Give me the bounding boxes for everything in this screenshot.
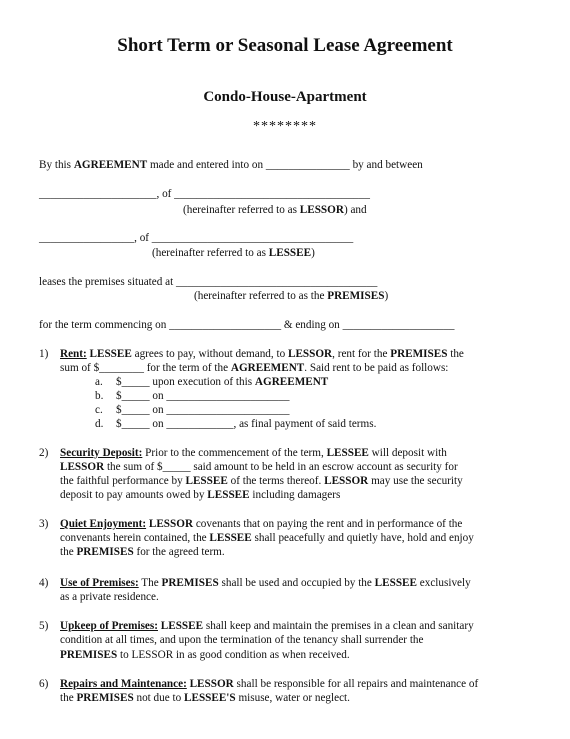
rent-item-c-letter: c. — [95, 404, 103, 416]
section-6-number: 6) — [39, 678, 49, 690]
section-3-line-3: the PREMISES for the agreed term. — [60, 546, 225, 558]
page-subtitle: Condo-House-Apartment — [203, 89, 367, 105]
section-2-number: 2) — [39, 447, 49, 459]
section-3-heading: Quiet Enjoyment: — [60, 518, 147, 530]
section-5-line-3: PREMISES to LESSOR in as good condition as when received. — [60, 649, 350, 661]
rent-item-c: c. $_____ on ______________________ — [95, 404, 290, 416]
section-5-number: 5) — [39, 620, 49, 632]
lessor-reference: (hereinafter referred to as LESSOR) and — [183, 204, 367, 216]
section-3-line-2: convenants herein contained, the LESSEE shall peacefully and quietly have, hold and enjoy — [60, 532, 474, 544]
term-line: for the term commencing on ____________________ & ending on ____________________ — [39, 319, 455, 331]
section-3-number: 3) — [39, 518, 49, 530]
section-1-heading: Rent: — [60, 348, 87, 360]
section-2-line-3: the faithful performance by LESSEE of the terms thereof. LESSOR may use the security — [60, 475, 463, 487]
rent-item-a: a. $_____ upon execution of this AGREEMENT — [95, 376, 329, 388]
rent-item-a-letter: a. — [95, 376, 103, 388]
rent-item-d: d. $_____ on ____________, as final payment of said terms. — [95, 418, 377, 430]
section-1-line-1: Rent: LESSEE agrees to pay, without demand, to LESSOR, rent for the PREMISES the — [60, 348, 464, 360]
section-5-line-1: Upkeep of Premises: LESSEE shall keep and maintain the premises in a clean and sanitary — [60, 620, 474, 632]
section-1-number: 1) — [39, 348, 49, 360]
lessee-reference: (hereinafter referred to as LESSEE) — [152, 247, 315, 259]
agreement-line: By this AGREEMENT made and entered into on _______________ by and between — [39, 159, 423, 171]
section-2-heading: Security Deposit: — [60, 447, 143, 459]
section-3-line-1: Quiet Enjoyment: LESSOR covenants that on paying the rent and in performance of the — [60, 518, 463, 530]
rent-item-b-letter: b. — [95, 390, 104, 402]
section-1-line-2: sum of $________ for the term of the AGREEMENT. Said rent to be paid as follows: — [60, 362, 449, 374]
section-5-heading: Upkeep of Premises: — [60, 620, 158, 632]
section-6-heading: Repairs and Maintenance: — [60, 678, 187, 690]
rent-item-b: b. $_____ on ______________________ — [95, 390, 290, 402]
section-2-line-2: LESSOR the sum of $_____ said amount to be held in an escrow account as security for — [60, 461, 458, 473]
section-4-line-1: Use of Premises: The PREMISES shall be used and occupied by the LESSEE exclusively — [60, 577, 471, 589]
section-4-heading: Use of Premises: — [60, 577, 139, 589]
section-4-number: 4) — [39, 577, 49, 589]
section-4-line-2: as a private residence. — [60, 591, 159, 603]
section-2-line-1: Security Deposit: Prior to the commencement of the term, LESSEE will deposit with — [60, 447, 447, 459]
premises-line: leases the premises situated at ____________________________________ — [39, 276, 378, 288]
premises-reference: (hereinafter referred to as the PREMISES) — [194, 290, 389, 302]
section-6-line-2: the PREMISES not due to LESSEE'S misuse, water or neglect. — [60, 692, 350, 704]
lessor-line: _____________________, of ___________________________________ — [39, 188, 370, 200]
stars-divider: ******** — [253, 119, 317, 134]
section-5-line-2: condition at all times, and upon the termination of the tenancy shall surrender the — [60, 634, 424, 646]
page-title: Short Term or Seasonal Lease Agreement — [117, 35, 453, 56]
section-6-line-1: Repairs and Maintenance: LESSOR shall be responsible for all repairs and maintenance of — [60, 678, 479, 690]
rent-item-d-letter: d. — [95, 418, 104, 430]
lessee-line: _________________, of ____________________________________ — [39, 232, 354, 244]
section-2-line-4: deposit to pay amounts owed by LESSEE including damagers — [60, 489, 341, 501]
